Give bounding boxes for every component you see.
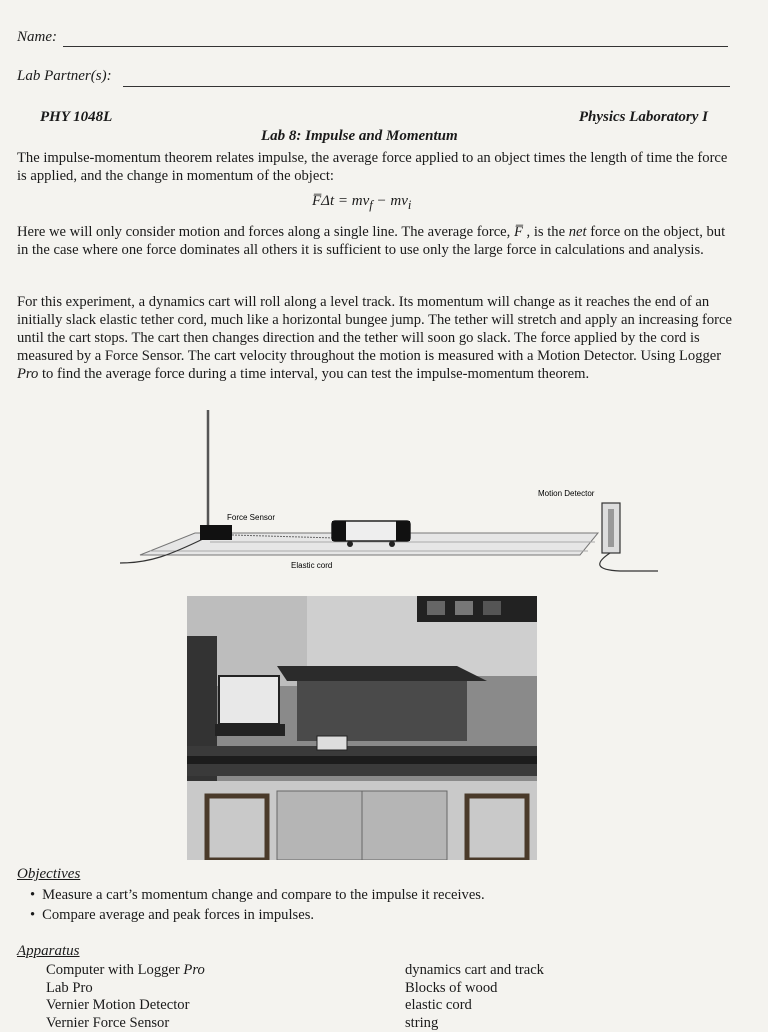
lab-title: Lab 8: Impulse and Momentum (261, 128, 458, 145)
impulse-equation (312, 193, 411, 213)
elastic-cord-label: Elastic cord (291, 561, 332, 570)
objectives-list (44, 885, 485, 925)
lab-partner-label: Lab Partner(s): (17, 68, 112, 85)
equation-lhs: F̅Δt (312, 193, 334, 209)
apparatus-item: elastic cord (405, 997, 544, 1015)
lab-setup-photo (187, 596, 537, 860)
name-label: Name: (17, 29, 57, 46)
apparatus-diagram (110, 405, 670, 590)
apparatus-heading: Apparatus (17, 943, 80, 960)
intro-paragraph-2 (17, 223, 735, 259)
apparatus-item: Vernier Force Sensor (46, 1015, 205, 1032)
p2-text-a: Here we will only consider motion and forces along a single line. The average force, (17, 224, 514, 240)
p2-force-symbol: F̅ (514, 224, 523, 240)
force-sensor-box (200, 525, 232, 540)
objective-item: • Compare average and peak forces in impulses. (44, 905, 485, 925)
equation-subscript-i: i (408, 198, 411, 212)
intro-paragraph-3 (17, 293, 735, 383)
apparatus-item: dynamics cart and track (405, 962, 544, 980)
p3-pro-emphasis: Pro (17, 366, 38, 382)
motion-detector-label: Motion Detector (538, 489, 595, 498)
intro-paragraph-1: The impulse-momentum theorem relates impulse, the average force applied to an object times the length of time the force is applied, and the change in momentum of the object: (17, 149, 735, 185)
equation-minus: − mv (373, 193, 408, 209)
equation-rhs: = mv (334, 193, 369, 209)
objectives-heading: Objectives (17, 866, 80, 883)
objective-item: • Measure a cart’s momentum change and compare to the impulse it receives. (44, 885, 485, 905)
apparatus-item: Lab Pro (46, 980, 205, 998)
p2-text-c: force on the object, but in the case where one force dominates all others it is sufficient to use only the large force in calculations and analysis. (17, 224, 725, 258)
apparatus-item: string (405, 1015, 544, 1032)
detector-cable (600, 553, 658, 571)
lab-partner-field-line[interactable] (123, 86, 730, 87)
apparatus-item: Vernier Motion Detector (46, 997, 205, 1015)
lab-photo-drawing (187, 596, 537, 860)
apparatus-left-column (46, 962, 205, 1032)
apparatus-right-column (405, 962, 544, 1032)
name-field-line[interactable] (63, 46, 728, 47)
p3-text-b: to find the average force during a time interval, you can test the impulse-momentum theorem. (38, 366, 589, 382)
apparatus-item: Computer with Logger Pro (46, 962, 205, 980)
equation-subscript-f: f (369, 198, 372, 212)
p3-text-a: For this experiment, a dynamics cart will roll along a level track. Its momentum will change as it reaches the end of an initially slack elastic tether cord, much like a horizontal bungee jump. The tether will stretch and apply an increasing force until the cart stops. The cart then changes direction and the tether will soon go slack. The force applied by the cord is measured by a Force Sensor. The cart velocity throughout the motion is measured with a Motion Detector. Using Logger (17, 294, 732, 364)
p2-net-emphasis: net (569, 224, 587, 240)
force-sensor-label: Force Sensor (227, 513, 275, 522)
p2-text-b: , is the (523, 224, 569, 240)
course-title: Physics Laboratory I (579, 109, 708, 126)
course-code: PHY 1048L (40, 109, 112, 126)
apparatus-item: Blocks of wood (405, 980, 544, 998)
